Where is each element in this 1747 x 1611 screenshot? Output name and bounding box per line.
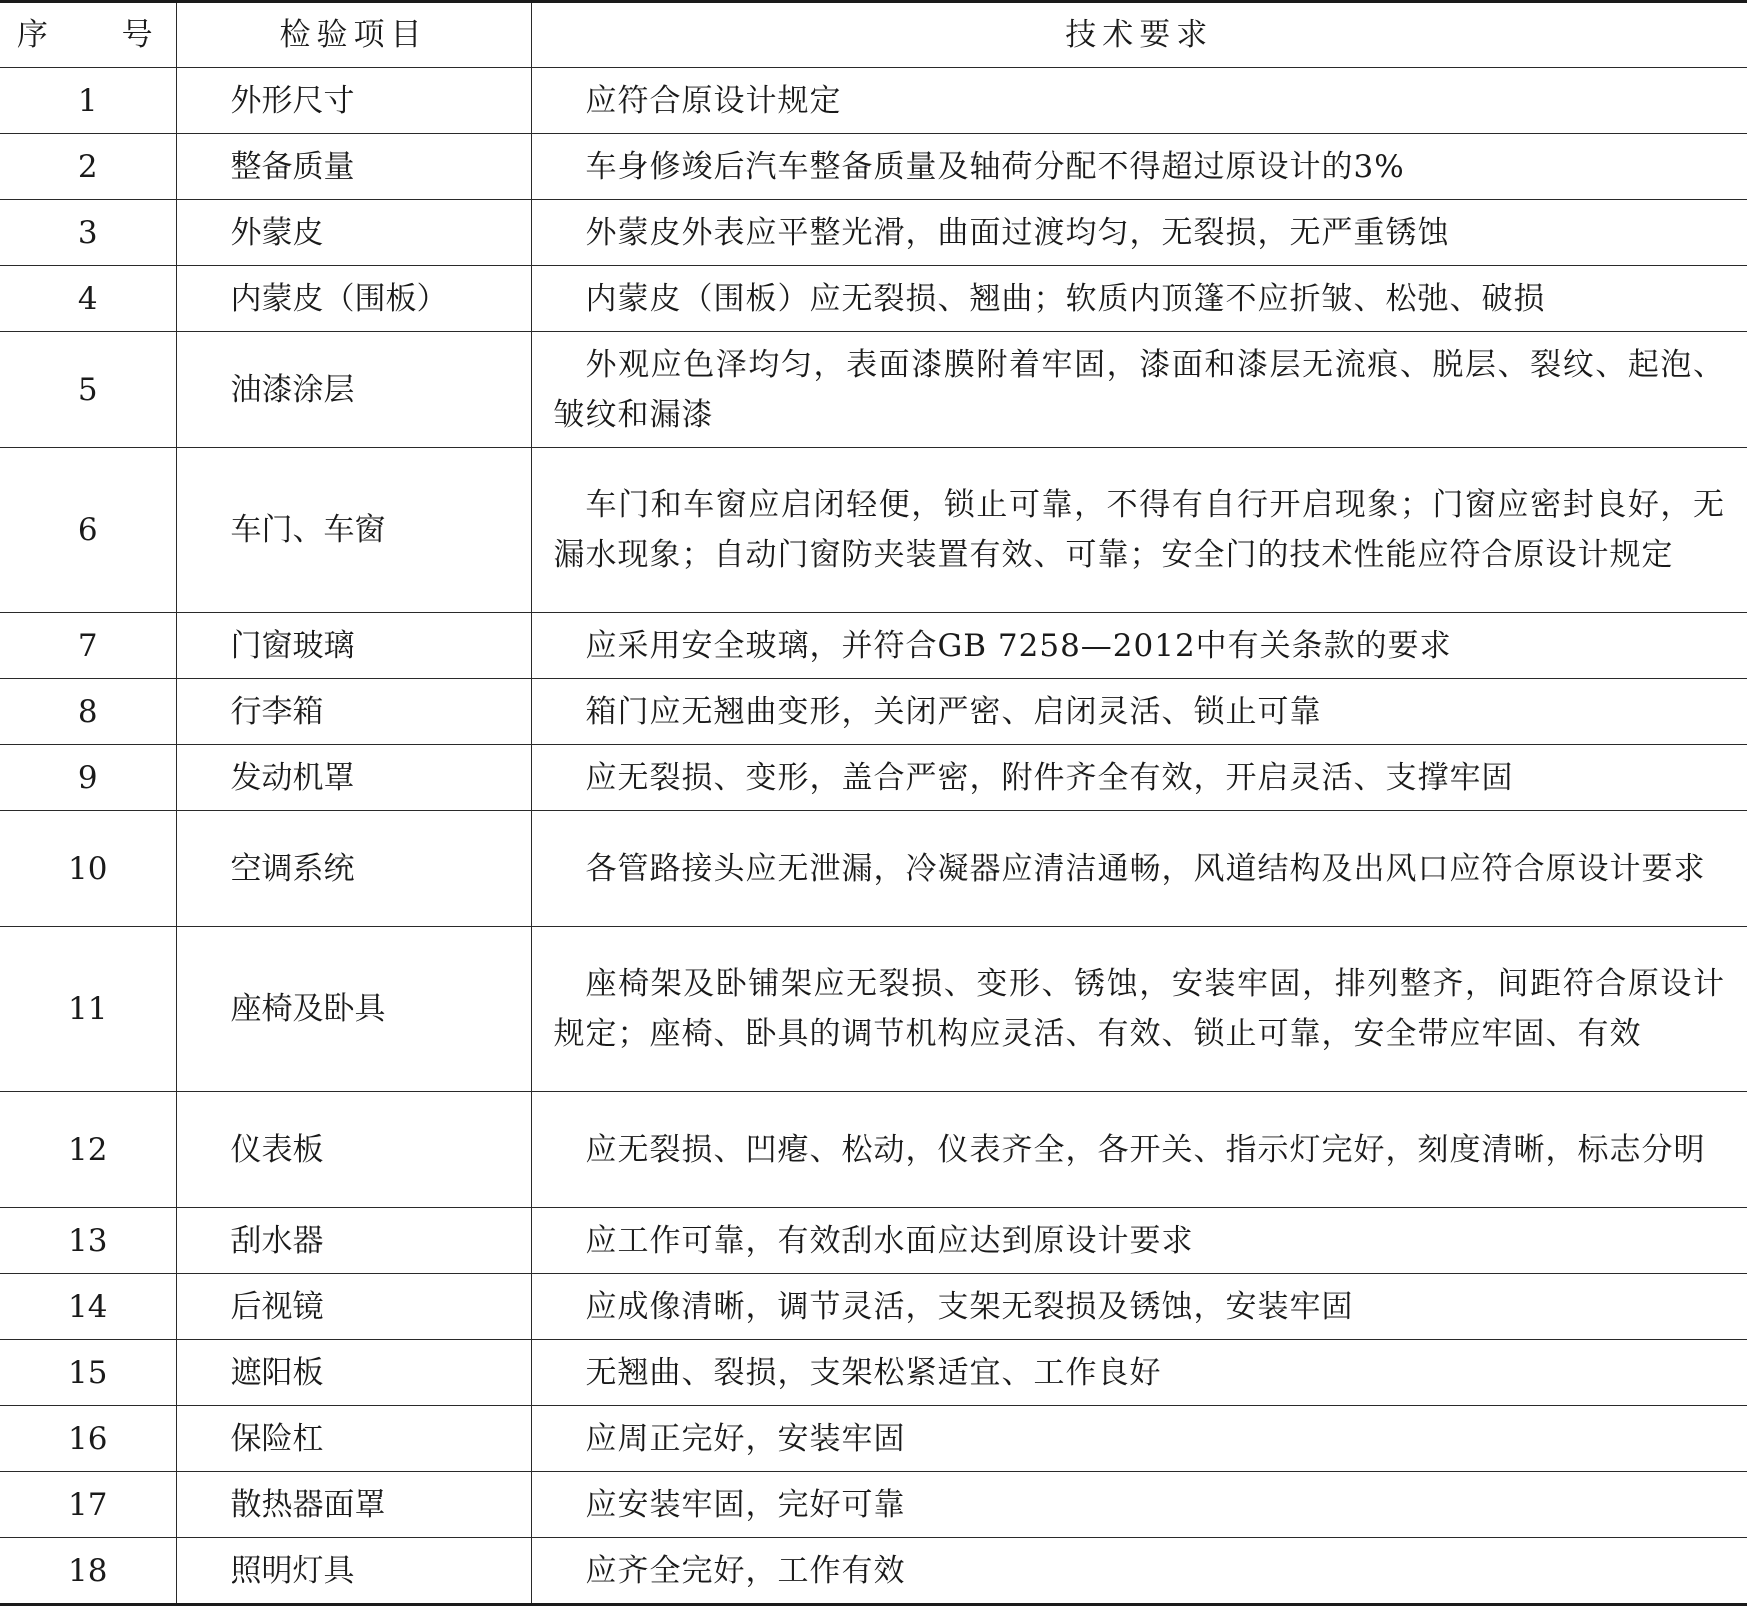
- row-no: 13: [0, 1208, 176, 1274]
- row-item: 外蒙皮: [176, 200, 531, 266]
- table-row: [0, 134, 1747, 200]
- row-item: 整备质量: [176, 134, 531, 200]
- row-item: 空调系统: [176, 811, 531, 927]
- row-item: 外形尺寸: [176, 68, 531, 134]
- row-requirement: 应齐全完好，工作有效: [531, 1538, 1747, 1605]
- row-requirement: 内蒙皮（围板）应无裂损、翘曲；软质内顶篷不应折皱、松弛、破损: [531, 266, 1747, 332]
- table-row: [0, 1340, 1747, 1406]
- row-item: 后视镜: [176, 1274, 531, 1340]
- table-row: [0, 811, 1747, 927]
- row-item: 刮水器: [176, 1208, 531, 1274]
- table-row: [0, 1208, 1747, 1274]
- row-no: 12: [0, 1092, 176, 1208]
- header-no: 序 号: [0, 2, 176, 68]
- row-requirement: 应安装牢固，完好可靠: [531, 1472, 1747, 1538]
- row-item: 保险杠: [176, 1406, 531, 1472]
- row-no: 7: [0, 613, 176, 679]
- row-no: 17: [0, 1472, 176, 1538]
- row-item: 发动机罩: [176, 745, 531, 811]
- row-item: 遮阳板: [176, 1340, 531, 1406]
- table-row: [0, 1406, 1747, 1472]
- row-no: 15: [0, 1340, 176, 1406]
- table-row: [0, 68, 1747, 134]
- row-no: 10: [0, 811, 176, 927]
- table-row: [0, 1274, 1747, 1340]
- row-no: 9: [0, 745, 176, 811]
- row-no: 2: [0, 134, 176, 200]
- header-requirement: 技术要求: [531, 2, 1747, 68]
- table-row: [0, 927, 1747, 1092]
- row-no: 11: [0, 927, 176, 1092]
- row-requirement: 车身修竣后汽车整备质量及轴荷分配不得超过原设计的3%: [531, 134, 1747, 200]
- row-item: 仪表板: [176, 1092, 531, 1208]
- table-row: [0, 1538, 1747, 1605]
- table-row: [0, 745, 1747, 811]
- row-requirement: 各管路接头应无泄漏，冷凝器应清洁通畅，风道结构及出风口应符合原设计要求: [531, 811, 1747, 927]
- row-no: 14: [0, 1274, 176, 1340]
- row-item: 座椅及卧具: [176, 927, 531, 1092]
- header-item: 检验项目: [176, 2, 531, 68]
- row-requirement: 应无裂损、变形，盖合严密，附件齐全有效，开启灵活、支撑牢固: [531, 745, 1747, 811]
- row-requirement: 应成像清晰，调节灵活，支架无裂损及锈蚀，安装牢固: [531, 1274, 1747, 1340]
- row-requirement: 无翘曲、裂损，支架松紧适宜、工作良好: [531, 1340, 1747, 1406]
- row-requirement: 应符合原设计规定: [531, 68, 1747, 134]
- table-row: [0, 1472, 1747, 1538]
- row-requirement: 应无裂损、凹瘪、松动，仪表齐全，各开关、指示灯完好，刻度清晰，标志分明: [531, 1092, 1747, 1208]
- table-row: [0, 266, 1747, 332]
- row-no: 3: [0, 200, 176, 266]
- row-requirement: 箱门应无翘曲变形，关闭严密、启闭灵活、锁止可靠: [531, 679, 1747, 745]
- row-requirement: 应周正完好，安装牢固: [531, 1406, 1747, 1472]
- row-requirement: 应工作可靠，有效刮水面应达到原设计要求: [531, 1208, 1747, 1274]
- row-item: 行李箱: [176, 679, 531, 745]
- row-no: 16: [0, 1406, 176, 1472]
- row-item: 车门、车窗: [176, 448, 531, 613]
- table-row: [0, 200, 1747, 266]
- table-row: [0, 613, 1747, 679]
- row-no: 6: [0, 448, 176, 613]
- row-no: 18: [0, 1538, 176, 1605]
- table-row: [0, 448, 1747, 613]
- row-item: 门窗玻璃: [176, 613, 531, 679]
- row-requirement: 车门和车窗应启闭轻便，锁止可靠，不得有自行开启现象；门窗应密封良好，无漏水现象；自动门窗防夹装置有效、可靠；安全门的技术性能应符合原设计规定: [531, 448, 1747, 613]
- row-requirement: 座椅架及卧铺架应无裂损、变形、锈蚀，安装牢固，排列整齐，间距符合原设计规定；座椅、卧具的调节机构应灵活、有效、锁止可靠，安全带应牢固、有效: [531, 927, 1747, 1092]
- row-no: 1: [0, 68, 176, 134]
- header-row: [0, 2, 1747, 68]
- table-row: [0, 332, 1747, 448]
- row-requirement: 外观应色泽均匀，表面漆膜附着牢固，漆面和漆层无流痕、脱层、裂纹、起泡、皱纹和漏漆: [531, 332, 1747, 448]
- table-row: [0, 1092, 1747, 1208]
- row-requirement: 外蒙皮外表应平整光滑，曲面过渡均匀，无裂损，无严重锈蚀: [531, 200, 1747, 266]
- row-item: 内蒙皮（围板）: [176, 266, 531, 332]
- table-row: [0, 679, 1747, 745]
- row-item: 照明灯具: [176, 1538, 531, 1605]
- row-no: 5: [0, 332, 176, 448]
- row-no: 4: [0, 266, 176, 332]
- row-item: 油漆涂层: [176, 332, 531, 448]
- row-requirement: 应采用安全玻璃，并符合GB 7258—2012中有关条款的要求: [531, 613, 1747, 679]
- row-no: 8: [0, 679, 176, 745]
- row-item: 散热器面罩: [176, 1472, 531, 1538]
